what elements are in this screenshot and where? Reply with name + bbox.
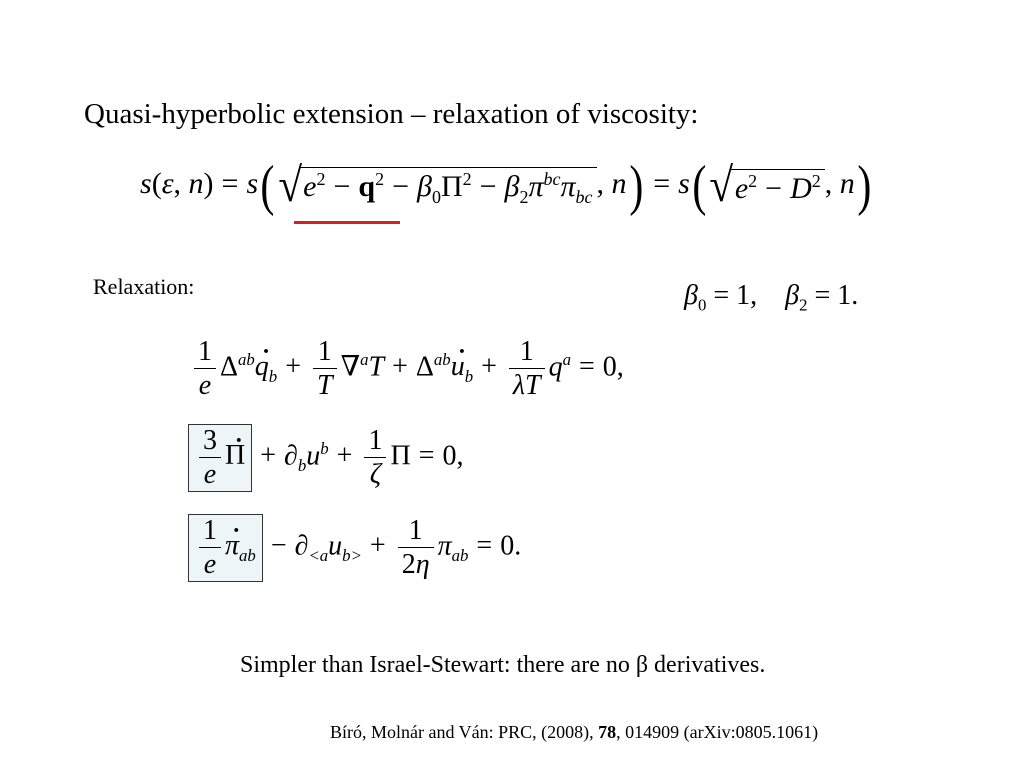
citation [330,722,818,743]
beta-values: $\beta_0 = 1$, $\beta_2 = 1$. [684,280,859,315]
citation-prefix: Bíró, Molnár and Ván: PRC, (2008), [330,722,599,742]
entropy-equation: s(ε, $n) = s(√e^2 - q^2 - \beta_0\Pi^2 - \beta_2\pi^{bc}\pi_{bc}$ , $n) = s(√e^2 - D^2$ , n) [140,155,872,217]
red-underline [294,221,400,224]
citation-volume: 78 [598,722,617,742]
slide-title: Quasi-hyperbolic extension – relaxation of viscosity: [84,98,699,130]
shear-viscosity-equation: $\frac{1}{e}$ · $\pi_{ab} - \partial_{<a}u_{b>}$ + $\frac{1}{2\eta}$ $\pi_{ab} = 0$. [188,514,521,582]
bulk-relaxation-box: $\frac{3}{e}$ · Π [188,424,252,492]
shear-relaxation-box: $\frac{1}{e}$ · $\pi_{ab}$ [188,514,263,582]
relaxation-label: Relaxation: [93,274,195,299]
comparison-note: Simpler than Israel-Stewart: there are no β derivatives. [240,652,766,678]
heat-flow-equation: $\frac{1}{e}$ $\Delta^{ab}\cdot q_b$ + $\frac{1}{T}$ $\nabla^aT + \Delta^{ab}\cdot u_b$ + $\frac{1}{\lambda T}$ $q^a = 0$, [190,338,624,400]
bulk-viscosity-equation: $\frac{3}{e}$ · $\Pi + \partial_bu^b$ + $\frac{1}{\zeta}$ Π = 0, [188,424,463,492]
citation-suffix: , 014909 (arXiv:0805.1061) [616,722,819,742]
